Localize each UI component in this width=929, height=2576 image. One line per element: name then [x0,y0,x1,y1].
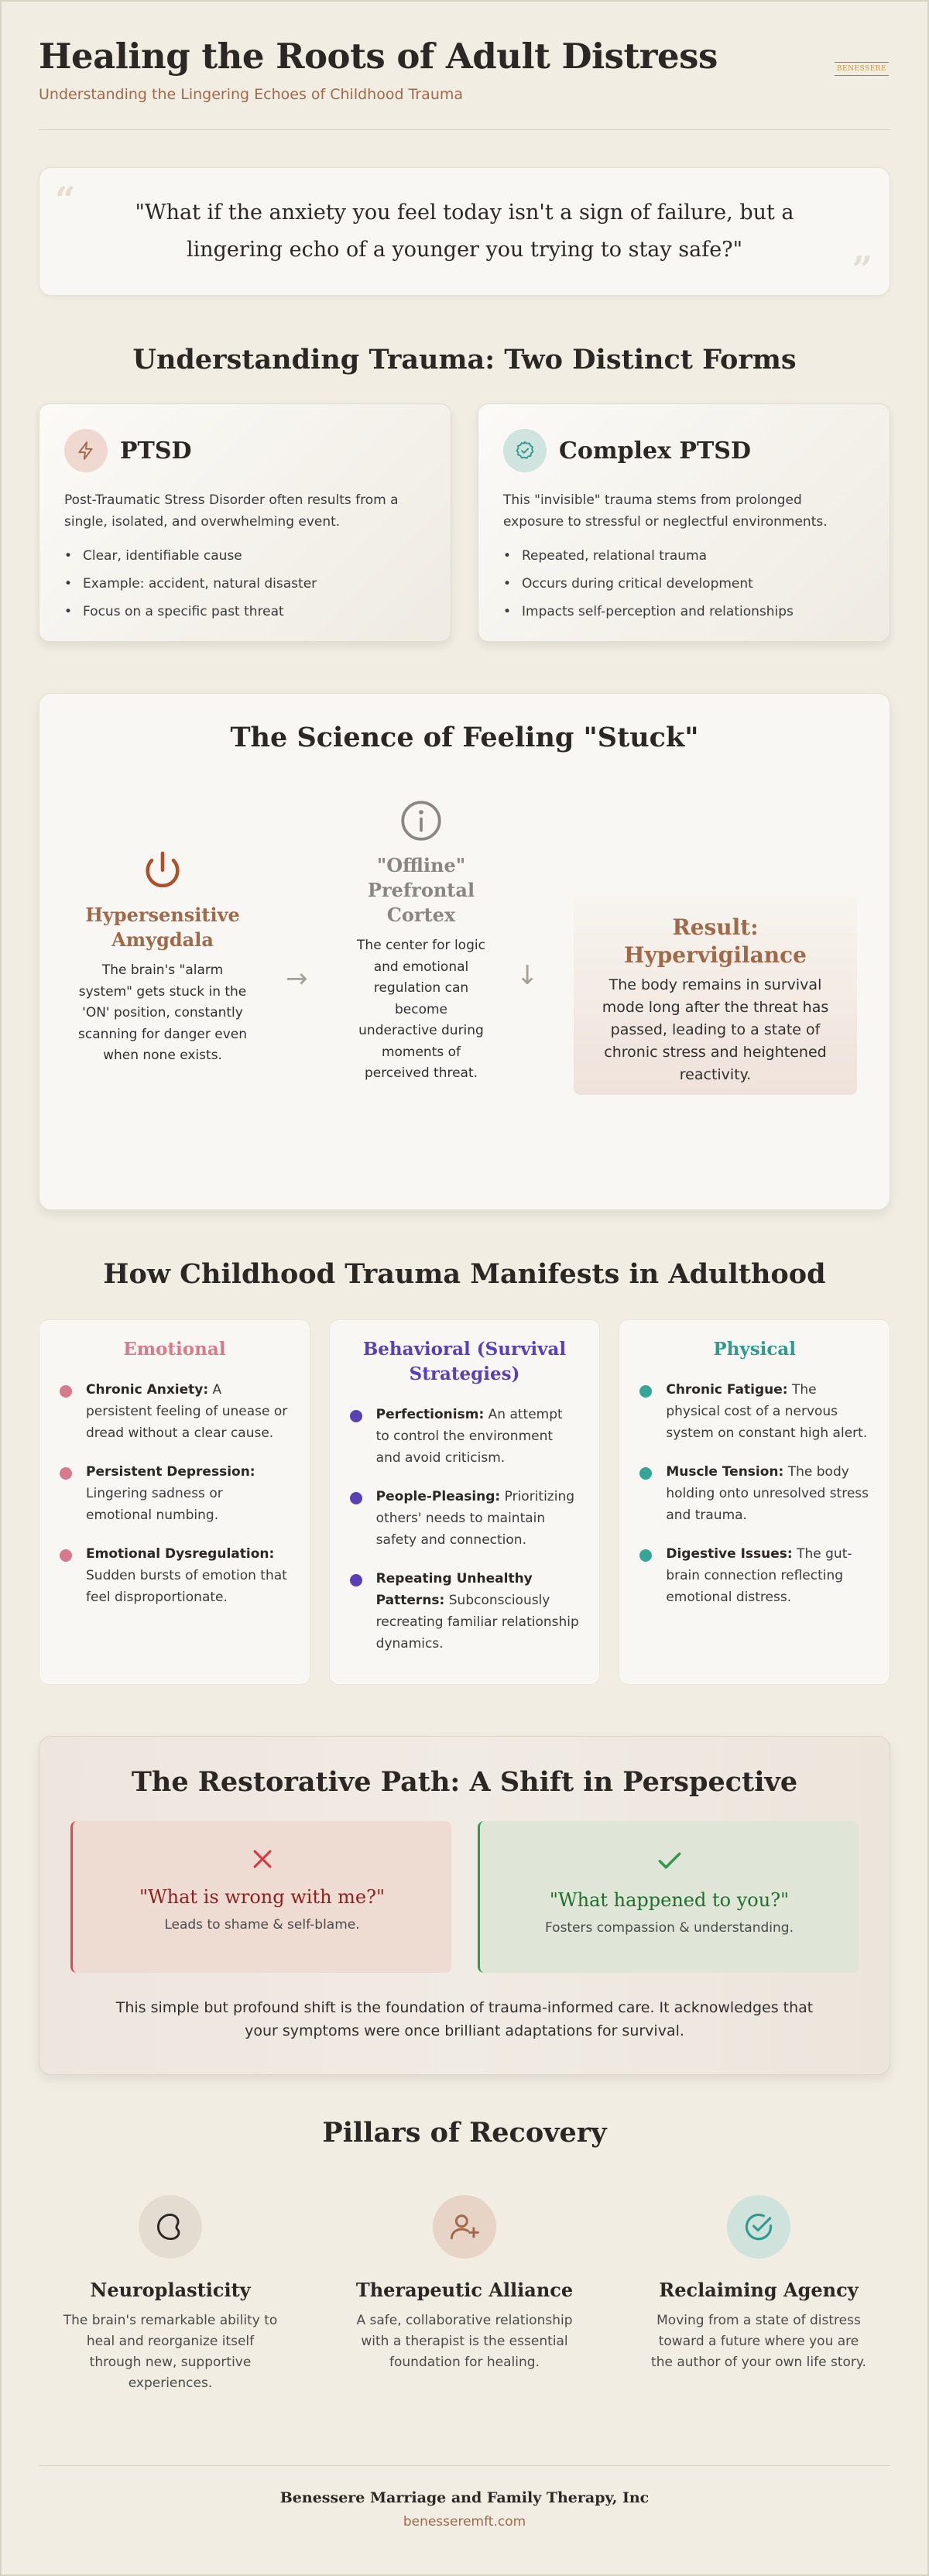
quote-card [39,167,890,296]
amygdala-block [74,849,252,1067]
list-item: Chronic Anxiety: A persistent feeling of unease or dread without a clear cause. [60,1379,290,1444]
complex-ptsd-description: This "invisible" trauma stems from prolonged exposure to stressful or neglectful environments. [503,492,828,530]
restorative-section [39,1736,890,2075]
footer-company-name: Benessere Marriage and Family Therapy, Inc [279,2489,650,2506]
wrong-question-sub: Leads to shame & self-blame. [164,1917,360,1933]
list-item: • Example: accident, natural disaster [64,570,426,598]
page-footer [39,2465,890,2530]
page-title: Healing the Roots of Adult Distress [39,36,718,77]
complex-ptsd-points [503,542,865,626]
complex-ptsd-card [478,403,890,642]
bullet-dot-icon [60,1467,72,1480]
pillar-neuroplasticity [39,2195,302,2394]
behavioral-column [329,1319,601,1685]
list-item: • Occurs during critical development [503,570,865,598]
pillars-grid [39,2195,890,2394]
trauma-types [39,403,890,642]
open-quote-icon: “ [55,179,76,221]
ptsd-description: Post-Traumatic Stress Disorder often results from a single, isolated, and overwhelming event. [64,492,399,530]
emotional-column [39,1319,310,1685]
wrong-question-card [70,1821,451,1973]
pillar-reclaiming-agency [627,2195,890,2394]
science-section [39,693,890,1210]
info-icon [355,797,487,844]
bullet-dot-icon [350,1410,362,1422]
list-item: Perfectionism: An attempt to control the environment and avoid criticism. [350,1404,580,1469]
manifests-grid [39,1319,890,1685]
manifests-title: How Childhood Trauma Manifests in Adulthood [103,1258,826,1290]
arrow-right-icon: → [286,963,308,994]
arrow-down-icon: ↓ [516,960,539,991]
page [39,2,890,2530]
bullet-dot-icon [60,1385,72,1398]
behavioral-heading: Behavioral (Survival Strategies) [362,1339,567,1384]
pillar-description: A safe, collaborative relationship with a therapist is the essential foundation for healing. [356,2313,573,2370]
cortex-block [355,797,487,1085]
result-text: The body remains in survival mode long after the threat has passed, leading to a state of chronic stress and heightened reactivity. [602,976,829,1083]
cortex-heading: "Offline" Prefrontal Cortex [367,854,475,926]
list-item: Emotional Dysregulation: Sudden bursts of emotion that feel disproportionate. [60,1543,290,1608]
list-item: People-Pleasing: Prioritizing others' needs to maintain safety and connection. [350,1486,580,1551]
right-question-sub: Fosters compassion & understanding. [545,1920,794,1936]
pillars-title: Pillars of Recovery [322,2117,607,2149]
cortex-text: The center for logic and emotional regulation can become underactive during moments of perceived threat. [357,938,485,1081]
bullet-dot-icon [639,1385,652,1398]
check-icon [480,1846,859,1878]
complex-ptsd-title: Complex PTSD [559,437,751,465]
pillar-name: Neuroplasticity [90,2279,251,2301]
wrong-question: "What is wrong with me?" [139,1886,386,1908]
list-item: Digestive Issues: The gut-brain connection reflecting emotional distress. [639,1543,869,1608]
list-item: Chronic Fatigue: The physical cost of a nervous system on constant high alert. [639,1379,869,1444]
pillar-name: Therapeutic Alliance [355,2279,574,2301]
physical-heading: Physical [713,1339,797,1360]
quote-text: "What if the anxiety you feel today isn't a sign of failure, but a lingering echo of a younger you trying to stay safe?" [135,201,794,262]
list-item: • Clear, identifiable cause [64,542,426,570]
list-item: Muscle Tension: The body holding onto unresolved stress and trauma. [639,1461,869,1526]
ptsd-card [39,403,451,642]
pillar-description: Moving from a state of distress toward a future where you are the author of your own life story. [651,2313,866,2370]
ptsd-title: PTSD [120,437,192,465]
list-item: • Focus on a specific past threat [64,598,426,626]
user-plus-icon [433,2195,496,2259]
right-question: "What happened to you?" [549,1889,790,1911]
list-item: • Repeated, relational trauma [503,542,865,570]
emotional-heading: Emotional [123,1339,226,1360]
right-question-card [478,1821,859,1973]
page-subtitle: Understanding the Lingering Echoes of Childhood Trauma [39,86,464,103]
bullet-dot-icon [60,1549,72,1562]
power-icon [74,849,252,894]
bullet-dot-icon [639,1467,652,1480]
list-item: Repeating Unhealthy Patterns: Subconsciously recreating familiar relationship dynamics. [350,1568,580,1655]
page-header [39,2,890,130]
footer-website-link[interactable]: benesseremft.com [403,2514,526,2530]
amygdala-text: The brain's "alarm system" gets stuck in the 'ON' position, constantly scanning for danger even when none exists. [77,962,248,1063]
check-badge-icon [503,429,547,472]
restorative-title: The Restorative Path: A Shift in Perspective [131,1766,798,1798]
ptsd-points [64,542,426,626]
physical-column [619,1319,890,1685]
x-icon [73,1846,451,1875]
pillar-therapeutic-alliance [333,2195,596,2394]
bullet-dot-icon [639,1549,652,1562]
restorative-text: This simple but profound shift is the foundation of trauma-informed care. It acknowledges that your symptoms were once brilliant adaptations for survival. [115,1999,814,2039]
science-title: The Science of Feeling "Stuck" [230,722,699,753]
result-box [574,897,857,1095]
logo [835,62,889,76]
bullet-dot-icon [350,1492,362,1504]
perspective-shift [70,1821,859,1973]
pillar-description: The brain's remarkable ability to heal and reorganize itself through new, supportive experiences. [63,2313,278,2391]
check-circle-icon [727,2195,790,2259]
bullet-dot-icon [350,1574,362,1586]
trauma-types-title: Understanding Trauma: Two Distinct Forms [132,344,797,376]
amygdala-heading: Hypersensitive Amygdala [85,904,240,951]
close-quote-icon: ” [852,249,872,290]
result-heading: Result: Hypervigilance [624,914,807,968]
pillar-name: Reclaiming Agency [659,2279,859,2301]
logo-text: BENESSERE [836,65,887,73]
lightning-icon [64,429,108,472]
brain-icon [139,2195,202,2259]
list-item: • Impacts self-perception and relationships [503,598,865,626]
list-item: Persistent Depression: Lingering sadness or emotional numbing. [60,1461,290,1526]
